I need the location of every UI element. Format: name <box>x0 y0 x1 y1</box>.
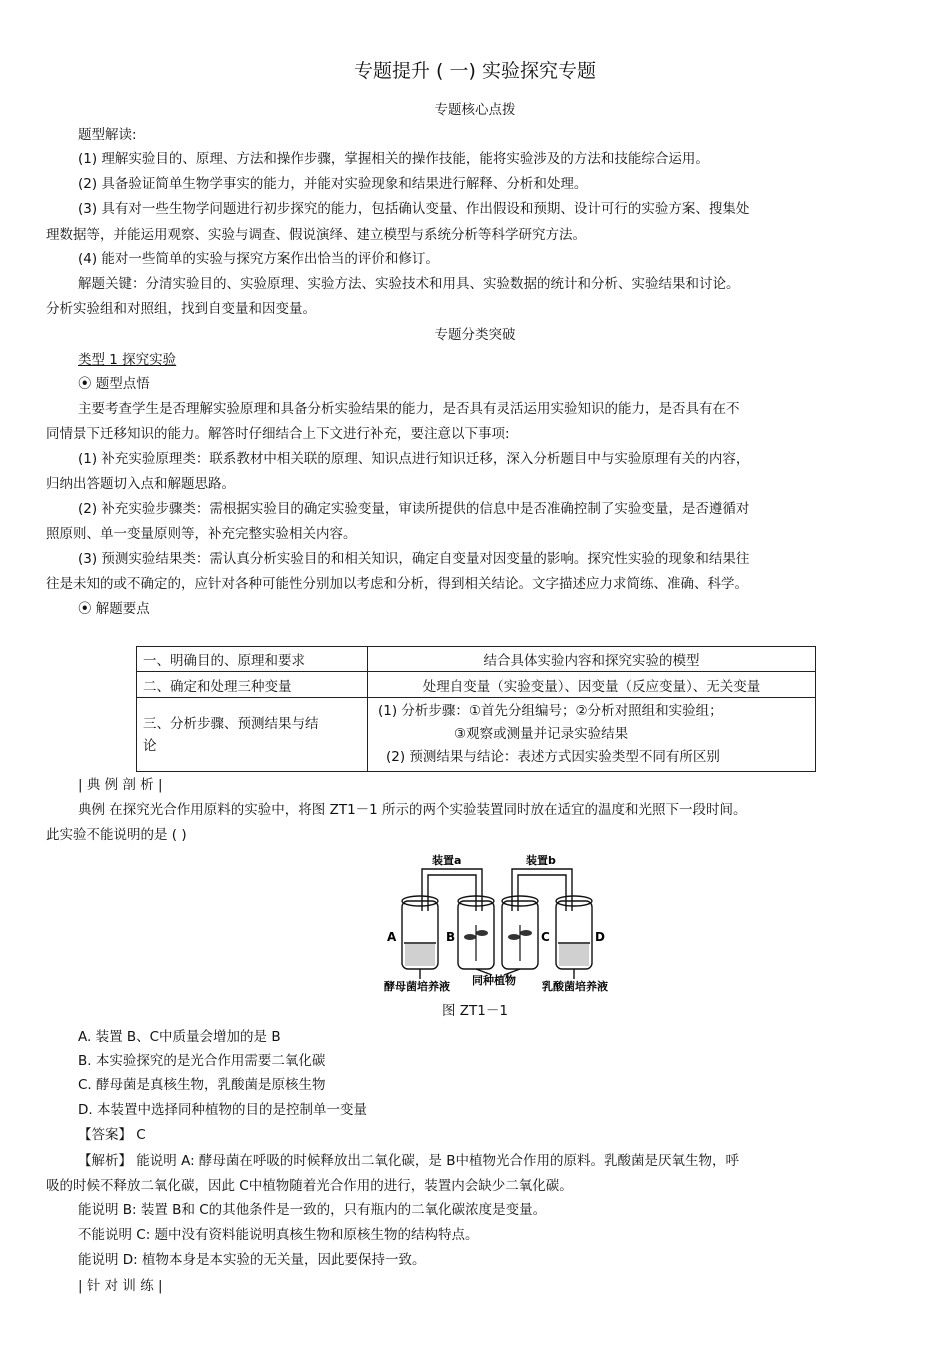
table-cell-line: ③观察或测量并记录实验结果 <box>454 726 629 742</box>
option-d: D. 本装置中选择同种植物的目的是控制单一变量 <box>78 1102 367 1118</box>
tip-heading: ⦿ 题型点悟 <box>78 376 150 392</box>
explanation-2: 能说明 B: 装置 B和 C的其他条件是一致的，只有瓶内的二氧化碳浓度是变量。 <box>78 1202 547 1218</box>
intro-point-3-cont: 理数据等，并能运用观察、实验与调查、假说演绎、建立模型与系统分析等科学研究方法。 <box>46 227 586 243</box>
option-a: A. 装置 B、C中质量会增加的是 B <box>78 1029 281 1045</box>
example-label: | 典 例 剖 析 | <box>78 777 163 793</box>
training-label: | 针 对 训 练 | <box>78 1278 163 1294</box>
table-cell-line: (1) 分析步骤：①首先分组编号；②分析对照组和实验组； <box>378 703 723 719</box>
label-d: D <box>595 930 605 944</box>
table-cell <box>137 698 368 772</box>
table-cell: 结合具体实验内容和探究实验的模型 <box>368 647 816 672</box>
section-category-heading: 专题分类突破 <box>434 327 516 343</box>
intro-point-1: (1) 理解实验目的、原理、方法和操作步骤，掌握相关的操作技能，能将实验涉及的方法和技能综合运用。 <box>78 151 709 167</box>
table-cell <box>368 698 816 772</box>
device-b-label: 装置b <box>526 854 556 867</box>
example-question-cont: 此实验不能说明的是 ( ) <box>46 827 187 843</box>
option-c: C. 酵母菌是真核生物，乳酸菌是原核生物 <box>78 1077 326 1093</box>
type1-item-1: (1) 补充实验原理类：联系教材中相关联的原理、知识点进行知识迁移，深入分析题目中与实验原理有关的内容， <box>78 451 750 467</box>
type1-item-3-cont: 往是未知的或不确定的，应针对各种可能性分别加以考虑和分析，得到相关结论。文字描述应力求简练、准确、科学。 <box>46 576 748 592</box>
same-plant-label: 同种植物 <box>472 974 516 987</box>
type1-item-2: (2) 补充实验步骤类：需根据实验目的确定实验变量，审读所提供的信息中是否准确控制了实验变量，是否遵循对 <box>78 501 750 517</box>
table-cell: 二、确定和处理三种变量 <box>137 672 368 698</box>
label-a: A <box>387 930 397 944</box>
type1-item-3: (3) 预测实验结果类：需认真分析实验目的和相关知识，确定自变量对因变量的影响。探究性实验的现象和结果往 <box>78 551 750 567</box>
type1-item-2-cont: 照原则、单一变量原则等，补充完整实验相关内容。 <box>46 526 357 542</box>
type1-para-1: 主要考查学生是否理解实验原理和具备分析实验结果的能力，是否具有灵活运用实验知识的能力，是否具有在不 <box>78 401 740 417</box>
explanation-1: 【解析】 能说明 A: 酵母菌在呼吸的时候释放出二氧化碳，是 B中植物光合作用的原料。乳酸菌是厌氧生物，呼 <box>78 1153 739 1169</box>
page-title: 专题提升 ( 一) 实验探究专题 <box>354 60 596 82</box>
intro-point-3: (3) 具有对一些生物学问题进行初步探究的能力，包括确认变量、作出假设和预期、设计可行的实验方案、搜集处 <box>78 201 750 217</box>
type1-heading: 类型 1 探究实验 <box>78 352 177 368</box>
table-cell-line: (2) 预测结果与结论：表述方式因实验类型不同有所区别 <box>386 749 720 765</box>
type1-para-1-cont: 同情景下迁移知识的能力。解答时仔细结合上下文进行补充，要注意以下事项: <box>46 426 510 442</box>
table-cell: 处理自变量（实验变量）、因变量（反应变量）、无关变量 <box>368 672 816 698</box>
intro-point-2: (2) 具备验证简单生物学事实的能力，并能对实验现象和结果进行解释、分析和处理。 <box>78 176 588 192</box>
intro-point-4: (4) 能对一些简单的实验与探究方案作出恰当的评价和修订。 <box>78 251 439 267</box>
type1-item-1-cont: 归纳出答题切入点和解题思路。 <box>46 476 235 492</box>
example-question: 典例 在探究光合作用原料的实验中，将图 ZT1－1 所示的两个实验装置同时放在适宜的温度和光照下一段时间。 <box>78 802 747 818</box>
solving-key: 解题关键：分清实验目的、实验原理、实验方法、实验技术和用具、实验数据的统计和分析、实验结果和讨论。 <box>78 276 740 292</box>
label-b: B <box>446 930 456 944</box>
option-b: B. 本实验探究的是光合作用需要二氧化碳 <box>78 1053 326 1069</box>
key-points-heading: ⦿ 解题要点 <box>78 601 150 617</box>
figure-caption: 图 ZT1－1 <box>442 1003 508 1019</box>
section-core-heading: 专题核心点拨 <box>434 102 516 118</box>
experiment-apparatus-figure <box>360 853 630 995</box>
label-c: C <box>541 930 550 944</box>
table-cell-line: 三、分析步骤、预测结果与结 <box>143 715 319 732</box>
lactic-culture-label: 乳酸菌培养液 <box>542 980 608 993</box>
table-cell-line: 论 <box>143 737 157 754</box>
device-a-label: 装置a <box>432 854 462 867</box>
explanation-1-cont: 吸的时候不释放二氧化碳，因此 C中植物随着光合作用的进行，装置内会缺少二氧化碳。 <box>46 1178 573 1194</box>
intro-label: 题型解读: <box>78 127 137 143</box>
solving-key-cont: 分析实验组和对照组，找到自变量和因变量。 <box>46 301 316 317</box>
key-points-table <box>136 646 816 772</box>
explanation-4: 能说明 D: 植物本身是本实验的无关量，因此要保持一致。 <box>78 1252 426 1268</box>
answer: 【答案】 C <box>78 1127 146 1143</box>
yeast-culture-label: 酵母菌培养液 <box>384 980 450 993</box>
table-cell: 一、明确目的、原理和要求 <box>137 647 368 672</box>
explanation-3: 不能说明 C: 题中没有资料能说明真核生物和原核生物的结构特点。 <box>78 1227 479 1243</box>
